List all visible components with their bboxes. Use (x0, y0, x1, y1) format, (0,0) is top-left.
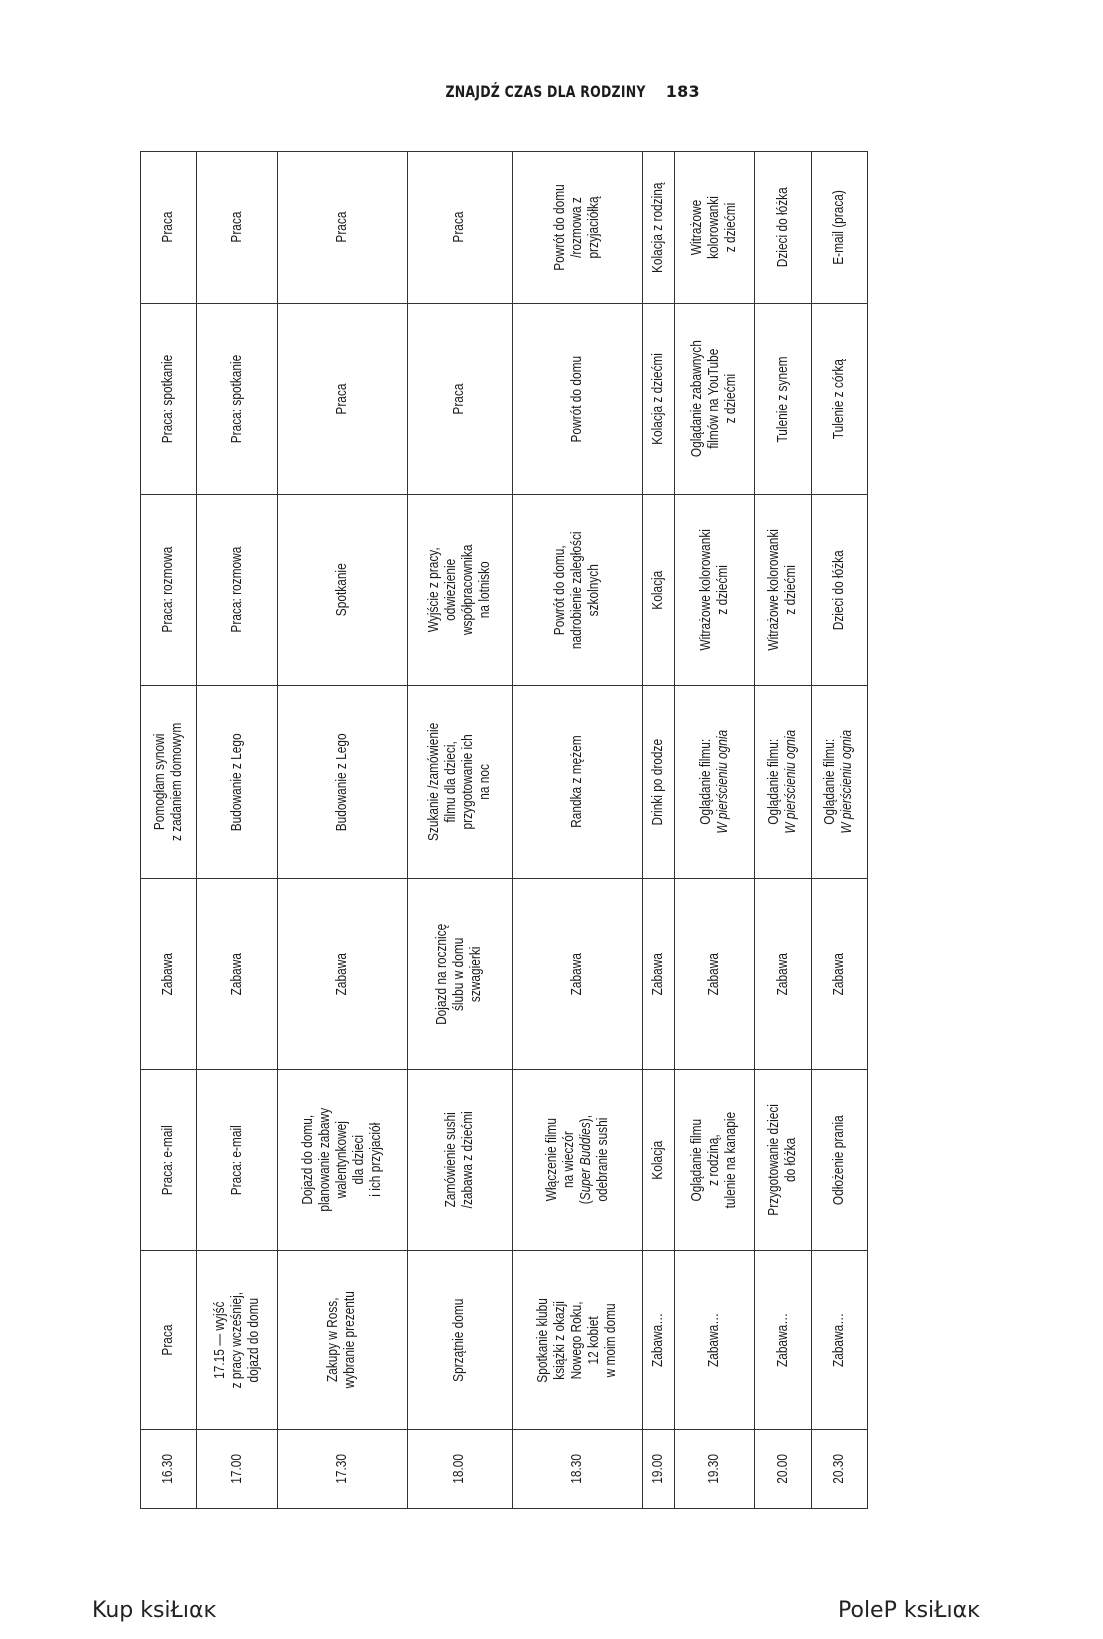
time-cell (811, 1430, 867, 1509)
schedule-row (755, 152, 811, 1509)
activity-text: Oglądanie zabawnych filmów na YouTube z dziećmi (689, 340, 740, 458)
activity-text: Sprzątnie domu (451, 1298, 468, 1382)
activity-text: Tulenie z synem (774, 355, 791, 443)
schedule-row (197, 152, 278, 1509)
activity-cell (811, 1251, 867, 1430)
activity-cell (642, 1251, 674, 1430)
activity-cell (642, 879, 674, 1070)
activity-text: Randka z mężem (569, 735, 586, 829)
time-cell (755, 1430, 811, 1509)
time-cell (407, 1430, 512, 1509)
activity-cell (642, 304, 674, 495)
time-cell (141, 1430, 197, 1509)
activity-cell (141, 495, 197, 686)
time-label: 20.00 (774, 1454, 791, 1484)
activity-cell (674, 686, 755, 879)
activity-cell (407, 152, 512, 304)
time-cell (674, 1430, 755, 1509)
activity-cell (513, 152, 643, 304)
activity-text: Witrażowe kolorowanki z dziećmi (766, 529, 800, 651)
activity-text: Spotkanie (333, 563, 350, 617)
activity-cell (197, 686, 278, 879)
activity-text: Kolacja z dziećmi (649, 353, 666, 445)
activity-text: Kolacja (649, 570, 666, 610)
activity-text: Zakupy w Ross, wybranie prezentu (325, 1291, 359, 1389)
activity-cell (755, 879, 811, 1070)
activity-text: Praca (160, 1324, 177, 1356)
activity-text: Praca (333, 383, 350, 415)
schedule-row (674, 152, 755, 1509)
activity-text: Zabawa (830, 952, 847, 996)
activity-text: Dojazd do domu, planowanie zabawy walentynkowej dla dzieci i ich przyjaciół (299, 1108, 384, 1212)
activity-text: Zabawa (228, 952, 245, 996)
activity-text: Zabawa… (649, 1312, 666, 1368)
activity-text: Zabawa (160, 952, 177, 996)
activity-cell (513, 495, 643, 686)
activity-text: Pomogłam synowi z zadaniem domowym (151, 722, 185, 842)
activity-text: Dzieci do łóżka (774, 187, 791, 268)
activity-text: Oglądanie filmu: W pierścieniu ognia (697, 730, 731, 834)
activity-cell (755, 304, 811, 495)
activity-cell (407, 495, 512, 686)
activity-cell (513, 1251, 643, 1430)
schedule-row (513, 152, 643, 1509)
activity-cell (811, 304, 867, 495)
activity-cell (278, 686, 408, 879)
activity-text: Praca: rozmowa (160, 547, 177, 633)
time-label: 17.00 (228, 1454, 245, 1484)
activity-cell (755, 495, 811, 686)
activity-cell (278, 1251, 408, 1430)
activity-text: Szukanie /zamówienie filmu dla dzieci, przygotowanie ich na noc (425, 722, 493, 842)
activity-text: Odłożenie prania (830, 1115, 847, 1205)
buy-book-link[interactable]: Kup ksiŁıαĸ (92, 1598, 217, 1623)
time-cell (197, 1430, 278, 1509)
activity-cell (642, 152, 674, 304)
recommend-book-link[interactable]: PoleP ksiŁıαĸ (838, 1598, 980, 1623)
activity-text: Praca: e-mail (160, 1124, 177, 1196)
activity-text: Praca (451, 211, 468, 244)
activity-text: 17.15 — wyjść z pracy wcześniej, dojazd do domu (211, 1291, 262, 1389)
activity-cell (141, 1251, 197, 1430)
activity-cell (755, 686, 811, 879)
activity-cell (197, 304, 278, 495)
time-cell (278, 1430, 408, 1509)
activity-text: Praca: e-mail (228, 1124, 245, 1196)
time-label: 19.00 (649, 1454, 666, 1484)
time-label: 20.30 (830, 1454, 847, 1484)
activity-text: Powrót do domu (569, 355, 586, 443)
activity-cell (278, 304, 408, 495)
activity-text: Przygotowanie dzieci do łóżka (766, 1104, 800, 1216)
activity-cell (513, 1070, 643, 1251)
activity-cell (197, 1251, 278, 1430)
activity-text: Tulenie z córką (830, 358, 847, 440)
activity-text: Zabawa (333, 952, 350, 996)
activity-cell (278, 879, 408, 1070)
activity-text: Zabawa (706, 952, 723, 996)
activity-cell (674, 304, 755, 495)
activity-cell (141, 1070, 197, 1251)
page-number: 183 (665, 82, 700, 101)
activity-text: Powrót do domu /rozmowa z przyjaciółką (552, 184, 603, 271)
activity-cell (811, 686, 867, 879)
activity-cell (674, 879, 755, 1070)
activity-text: E-mail (praca) (830, 190, 847, 265)
activity-text: Spotkanie klubu książki z okazji Nowego Roku, 12 kobiet w moim domu (535, 1297, 620, 1383)
time-label: 18.30 (569, 1454, 586, 1484)
activity-cell (197, 879, 278, 1070)
activity-text: Dojazd na rocznicę ślubu w domu szwagierki (434, 923, 485, 1025)
activity-cell (197, 495, 278, 686)
activity-text: Praca (228, 211, 245, 244)
activity-text: Zabawa… (774, 1312, 791, 1368)
time-label: 17.30 (333, 1454, 350, 1484)
activity-text: Witrażowe kolorowanki z dziećmi (689, 196, 740, 259)
activity-text: Zabawa (774, 952, 791, 996)
schedule-row (407, 152, 512, 1509)
activity-cell (407, 304, 512, 495)
activity-cell (811, 152, 867, 304)
activity-cell (513, 879, 643, 1070)
activity-cell (642, 1070, 674, 1251)
activity-text: Budowanie z Lego (228, 733, 245, 831)
schedule-table-body (141, 152, 868, 1509)
activity-cell (278, 495, 408, 686)
activity-cell (811, 1070, 867, 1251)
activity-cell (674, 495, 755, 686)
activity-text: Zamówienie sushi /zabawa z dziećmi (442, 1111, 476, 1209)
activity-text: Zabawa (649, 952, 666, 996)
activity-cell (811, 495, 867, 686)
activity-text: Praca (160, 211, 177, 244)
time-label: 16.30 (160, 1454, 177, 1484)
activity-text: Praca (333, 211, 350, 244)
activity-cell (141, 304, 197, 495)
activity-cell (642, 495, 674, 686)
activity-text: Zabawa (569, 952, 586, 996)
activity-cell (811, 879, 867, 1070)
activity-cell (513, 304, 643, 495)
activity-cell (407, 1070, 512, 1251)
activity-text: Powrót do domu, nadrobienie zaległości szkolnych (552, 531, 603, 649)
activity-text: Praca (451, 383, 468, 415)
activity-cell (407, 1251, 512, 1430)
activity-cell (278, 1070, 408, 1251)
activity-cell (197, 1070, 278, 1251)
activity-cell (755, 1251, 811, 1430)
schedule-table-wrapper (140, 182, 868, 1509)
time-label: 18.00 (451, 1454, 468, 1484)
activity-cell (674, 152, 755, 304)
activity-cell (407, 686, 512, 879)
activity-text: Drinki po drodze (649, 738, 666, 826)
time-cell (642, 1430, 674, 1509)
activity-cell (755, 152, 811, 304)
activity-cell (642, 686, 674, 879)
activity-cell (674, 1251, 755, 1430)
time-label: 19.30 (706, 1454, 723, 1484)
time-cell (513, 1430, 643, 1509)
activity-cell (278, 152, 408, 304)
activity-text: Kolacja z rodziną (649, 182, 666, 273)
activity-text: Zabawa… (706, 1312, 723, 1368)
activity-cell (407, 879, 512, 1070)
running-head (300, 82, 700, 101)
activity-text: Kolacja (649, 1140, 666, 1180)
schedule-row (278, 152, 408, 1509)
activity-text: Dzieci do łóżka (830, 550, 847, 630)
activity-text: Oglądanie filmu: W pierścieniu ognia (766, 730, 800, 834)
activity-cell (141, 686, 197, 879)
chapter-title: ZNAJDŹ CZAS DLA RODZINY (445, 82, 646, 101)
activity-text: Oglądanie filmu: W pierścieniu ognia (822, 730, 856, 834)
activity-cell (674, 1070, 755, 1251)
activity-text: Witrażowe kolorowanki z dziećmi (697, 529, 731, 651)
activity-cell (755, 1070, 811, 1251)
activity-cell (141, 879, 197, 1070)
activity-cell (513, 686, 643, 879)
activity-cell (197, 152, 278, 304)
activity-text: Włączenie filmu na wieczór (Super Buddies), odebranie sushi (543, 1115, 611, 1205)
schedule-row (642, 152, 674, 1509)
activity-cell (141, 152, 197, 304)
activity-text: Zabawa… (830, 1312, 847, 1368)
schedule-table (140, 151, 868, 1509)
activity-text: Praca: rozmowa (228, 547, 245, 633)
activity-text: Budowanie z Lego (333, 733, 350, 831)
schedule-row (811, 152, 867, 1509)
activity-text: Wyjście z pracy, odwiezienie współpracownika na lotnisko (425, 544, 493, 636)
schedule-row (141, 152, 197, 1509)
activity-text: Praca: spotkanie (160, 354, 177, 444)
activity-text: Oglądanie filmu z rodziną, tulenie na kanapie (689, 1111, 740, 1209)
activity-text: Praca: spotkanie (228, 354, 245, 444)
